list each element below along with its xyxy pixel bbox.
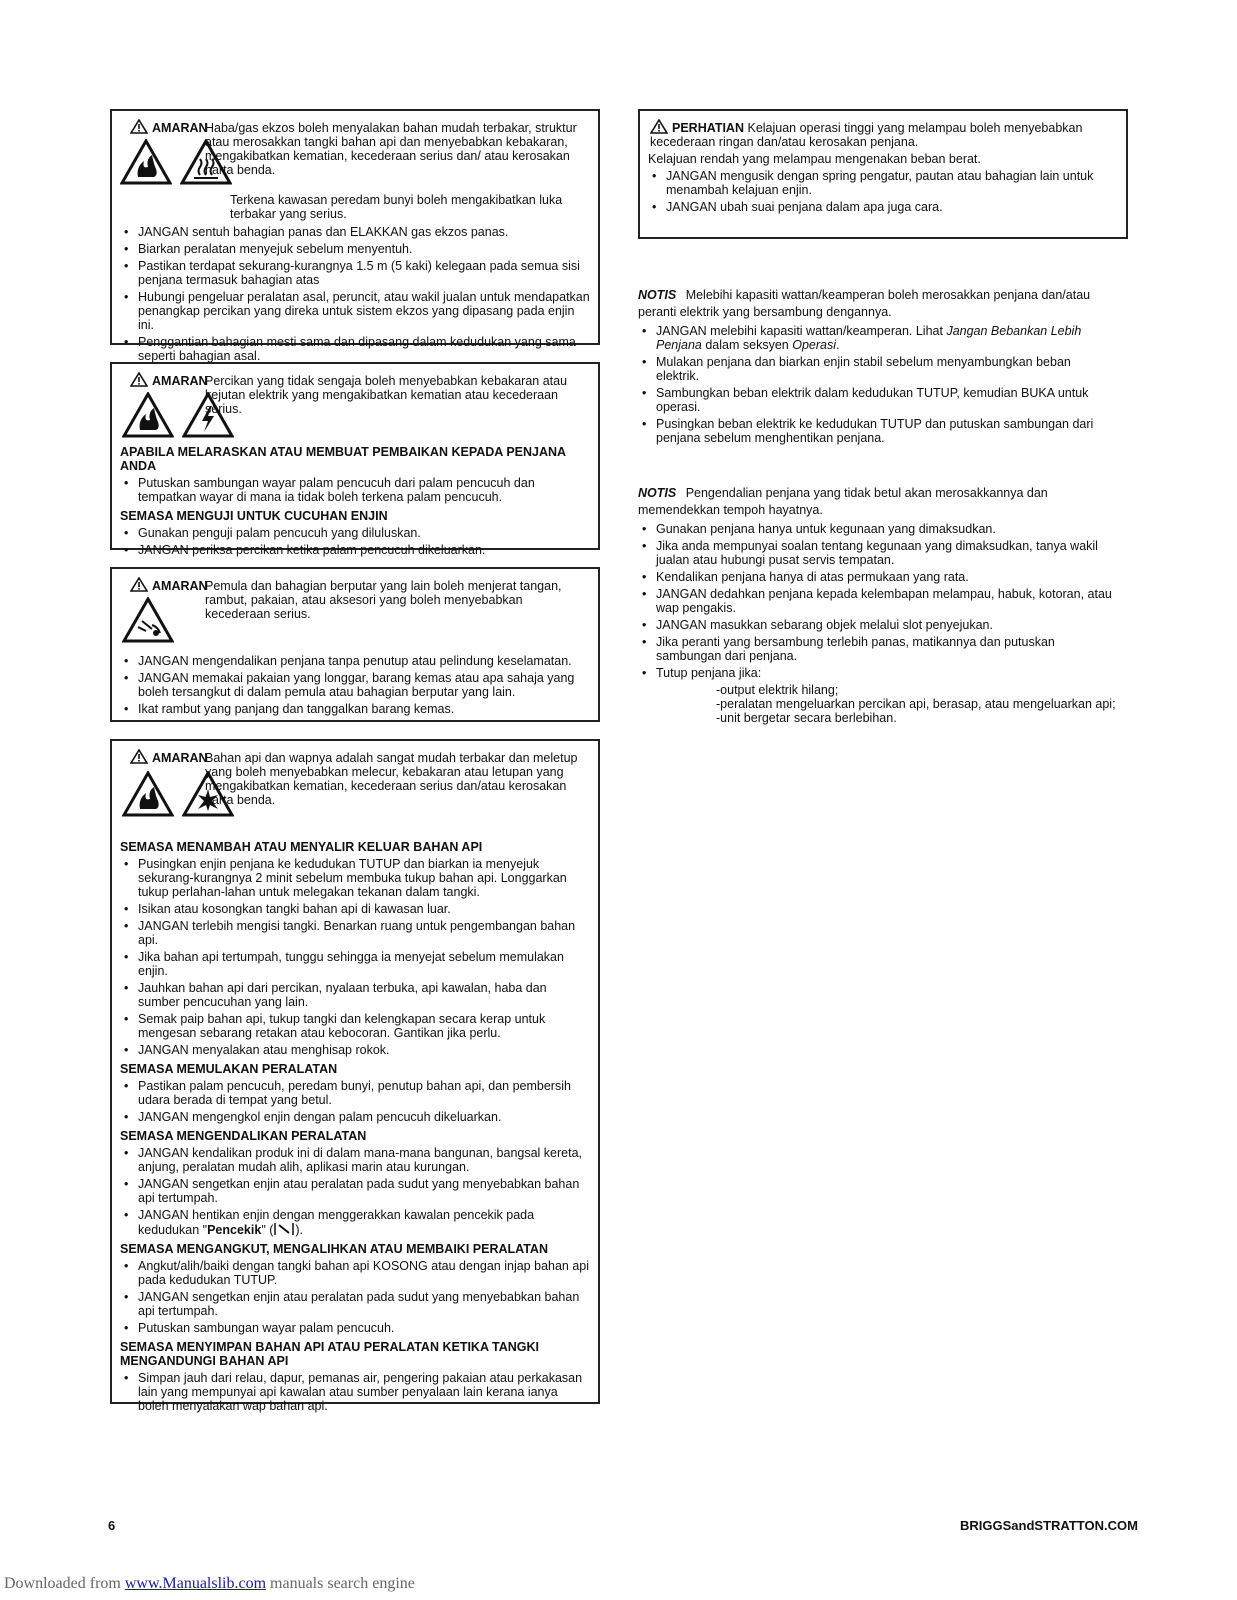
bullet-list xyxy=(120,476,590,504)
manualslib-link[interactable]: www.Manualslib.com xyxy=(124,1575,267,1592)
item-ref: Jangan Bebankan Lebih Penjana xyxy=(656,324,1082,352)
item-text: dalam seksyen xyxy=(705,338,789,352)
section-heading: APABILA MELARASKAN ATAU MEMBUAT PEMBAIKAN KEPADA PENJANA ANDA xyxy=(120,445,566,473)
list-item: • Gunakan penjana hanya untuk kegunaan yang dimaksudkan. xyxy=(638,522,1116,536)
bullet-list xyxy=(120,225,590,363)
fire-icon xyxy=(122,771,174,817)
list-item: • JANGAN ubah suai penjana dalam apa juga cara. xyxy=(648,200,1118,214)
list-item: • Mulakan penjana dan biarkan enjin stabil sebelum menyambungkan beban elektrik. xyxy=(638,355,1116,383)
list-item: • Putuskan sambungan wayar palam pencucuh dari palam pencucuh dan tempatkan wayar di mana ia tidak boleh terkena palam pencucuh. xyxy=(120,476,590,504)
intro-text: Kelajuan operasi tinggi yang melampau boleh menyebabkan kecederaan ringan dan/atau kerosakan penjana. xyxy=(650,121,1083,149)
download-prefix: Downloaded from xyxy=(4,1575,121,1592)
notice-label: NOTIS xyxy=(638,288,677,302)
list-item: • JANGAN sengetkan enjin atau peralatan pada sudut yang menyebabkan bahan api tertumpah. xyxy=(120,1290,590,1318)
list-item: • JANGAN periksa percikan ketika palam pencucuh dikeluarkan. xyxy=(120,543,590,557)
bullet-list xyxy=(648,169,1118,214)
list-item: • Ikat rambut yang panjang dan tanggalkan barang kemas. xyxy=(120,702,590,716)
list-item: • JANGAN sengetkan enjin atau peralatan pada sudut yang menyebabkan bahan api tertumpah. xyxy=(120,1177,590,1205)
bullet-list xyxy=(638,324,1116,445)
choke-symbol-icon xyxy=(273,1222,295,1236)
warning-intro-2: Terkena kawasan peredam bunyi boleh mengakibatkan luka terbakar yang serius. xyxy=(230,193,563,221)
caution-box xyxy=(638,109,1128,239)
bullet-list xyxy=(120,1371,590,1413)
choke-word: Pencekik xyxy=(207,1223,262,1237)
list-item: • JANGAN masukkan sebarang objek melalui slot penyejukan. xyxy=(638,618,1116,632)
sub-item: -output elektrik hilang; xyxy=(716,683,839,697)
signal-word: AMARAN xyxy=(152,579,208,593)
warning-triangle-icon xyxy=(130,119,148,134)
bullet-list xyxy=(120,654,590,716)
download-suffix: manuals search engine xyxy=(270,1575,415,1592)
list-item: • Pusingkan enjin penjana ke kedudukan TUTUP dan biarkan ia menyejuk sekurang-kurangnya 2 minit sebelum membuka tukup bahan api. Longgarkan tukup perlahan-lahan untuk melegakan tekanan dalam tangki. xyxy=(120,857,590,899)
list-item: • JANGAN mengengkol enjin dengan palam pencucuh dikeluarkan. xyxy=(120,1110,590,1124)
list-item: • Hubungi pengeluar peralatan asal, peruncit, atau wakil jualan untuk mendapatkan penangkap percikan yang direka untuk sistem ekzos yang dipasang pada enjin ini. xyxy=(120,290,590,332)
warning-box-fuel xyxy=(110,739,600,1413)
warning-intro xyxy=(205,121,580,177)
notice-intro xyxy=(638,287,1116,321)
list-item: • Jika peranti yang bersambung terlebih panas, matikannya dan putuskan sambungan dari penjana. xyxy=(638,635,1116,663)
warning-triangle-icon xyxy=(650,119,668,134)
intro-text: Haba/gas ekzos boleh menyalakan bahan mudah terbakar, struktur atau merosakkan tangki bahan api dan menyebabkan kebakaran, mengakibatkan kematian, kecederaan serius dan/ atau kerosakan harta benda. xyxy=(205,121,577,177)
signal-word: AMARAN xyxy=(152,751,208,765)
signal-word: PERHATIAN xyxy=(672,121,744,135)
intro-text: Melebihi kapasiti wattan/keamperan boleh merosakkan penjana dan/atau peranti elektrik yang bersambung dengannya. xyxy=(638,288,1091,319)
bullet-list xyxy=(120,857,590,1057)
warning-box-entanglement xyxy=(110,567,600,722)
list-item: • Sambungkan beban elektrik dalam kedudukan TUTUP, kemudian BUKA untuk operasi. xyxy=(638,386,1116,414)
signal-word: AMARAN xyxy=(152,374,208,388)
list-item: • Pastikan palam pencucuh, peredam bunyi, penutup bahan api, dan pembersih udara berada di tempat yang betul. xyxy=(120,1079,590,1107)
section-heading: SEMASA MENYIMPAN BAHAN API ATAU PERALATAN KETIKA TANGKI MENGANDUNGI BAHAN API xyxy=(120,1340,539,1368)
list-item: • JANGAN memakai pakaian yang longgar, barang kemas atau apa sahaja yang boleh tersangkut di dalam pemula atau bahagian berputar yang lain. xyxy=(120,671,590,699)
list-item: • Tutup penjana jika: xyxy=(638,666,1116,680)
list-item: • JANGAN mengusik dengan spring pengatur, pautan atau bahagian lain untuk menambah kelajuan enjin. xyxy=(648,169,1118,197)
list-item: • Jika bahan api tertumpah, tunggu sehingga ia menyejat sebelum memulakan enjin. xyxy=(120,950,590,978)
intro-text: Pengendalian penjana yang tidak betul akan merosakkannya dan memendekkan tempoh hayatnya. xyxy=(638,486,1048,517)
warning-intro: Pemula dan bahagian berputar yang lain boleh menjerat tangan, rambut, pakaian, atau aksesori yang boleh menyebabkan kecederaan serius. xyxy=(205,579,562,621)
page-number: 6 xyxy=(108,1518,116,1533)
list-item: • JANGAN dedahkan penjana kepada kelembapan melampau, habuk, kotoran, atau wap pengakis. xyxy=(638,587,1116,615)
fire-icon xyxy=(120,139,172,185)
list-item: • JANGAN terlebih mengisi tangki. Benarkan ruang untuk pengembangan bahan api. xyxy=(120,919,590,947)
website-footer: BRIGGSandSTRATTON.COM xyxy=(960,1518,1138,1533)
list-item: • JANGAN mengendalikan penjana tanpa penutup atau pelindung keselamatan. xyxy=(120,654,590,668)
list-item: • Angkut/alih/baiki dengan tangki bahan api KOSONG atau dengan injap bahan api pada kedudukan TUTUP. xyxy=(120,1259,590,1287)
item-text: JANGAN melebihi kapasiti wattan/keamperan. Lihat xyxy=(656,324,943,338)
list-item: • Jauhkan bahan api dari percikan, nyalaan terbuka, api kawalan, haba dan sumber pencucuhan yang lain. xyxy=(120,981,590,1009)
warning-triangle-icon xyxy=(130,749,148,764)
fire-icon xyxy=(122,392,174,438)
bullet-list xyxy=(120,1079,590,1124)
warning-icons xyxy=(122,597,174,643)
list-item: • JANGAN sentuh bahagian panas dan ELAKKAN gas ekzos panas. xyxy=(120,225,590,239)
signal-word: AMARAN xyxy=(152,121,208,135)
section-heading: SEMASA MENGANGKUT, MENGALIHKAN ATAU MEMBAIKI PERALATAN xyxy=(120,1242,548,1256)
bullet-list xyxy=(638,522,1116,680)
list-item: • Pusingkan beban elektrik ke kedudukan TUTUP dan putuskan sambungan dari penjana sebelum menghentikan penjana. xyxy=(638,417,1116,445)
right-column xyxy=(638,109,1128,725)
notice-block-2 xyxy=(638,485,1116,725)
item-section: Operasi xyxy=(792,338,836,352)
bullet-list xyxy=(120,526,590,557)
section-heading: SEMASA MENAMBAH ATAU MENYALIR KELUAR BAHAN API xyxy=(120,840,483,854)
list-item: • JANGAN kendalikan produk ini di dalam mana-mana bangunan, bangsal kereta, anjung, peralatan mudah alih, aplikasi marin atau kurungan. xyxy=(120,1146,590,1174)
list-item: • Isikan atau kosongkan tangki bahan api di kawasan luar. xyxy=(120,902,590,916)
section-heading: SEMASA MEMULAKAN PERALATAN xyxy=(120,1062,338,1076)
list-item: • Semak paip bahan api, tukup tangki dan kelengkapan secara kerap untuk mengesan sebarang retakan atau kebocoran. Gantikan jika perlu. xyxy=(120,1012,590,1040)
list-item: • Pastikan terdapat sekurang-kurangnya 1.5 m (5 kaki) kelegaan pada semua sisi penjana termasuk bahagian atas xyxy=(120,259,590,287)
left-column xyxy=(110,109,600,1421)
warning-box-spark xyxy=(110,362,600,557)
notice-intro xyxy=(638,485,1116,519)
warning-triangle-icon xyxy=(130,577,148,592)
list-item: • Gunakan penguji palam pencucuh yang diluluskan. xyxy=(120,526,590,540)
list-item-choke: • JANGAN hentikan enjin dengan menggerakkan kawalan pencekik pada kedudukan "Pencekik" ( ). xyxy=(120,1208,590,1237)
list-item: • Simpan jauh dari relau, dapur, pemanas air, pengering pakaian atau perkakasan lain yang mempunyai api kawalan atau sumber penyalaan lain kerana ianya boleh menyalakan wap bahan api. xyxy=(120,1371,590,1413)
list-item: • Biarkan peralatan menyejuk sebelum menyentuh. xyxy=(120,242,590,256)
warning-intro: Bahan api dan wapnya adalah sangat mudah terbakar dan meletup yang boleh menyebabkan melecur, kebakaran atau letupan yang mengakibatkan kematian, kecederaan serius dan/atau kerosakan harta benda. xyxy=(205,751,578,807)
list-item: • Putuskan sambungan wayar palam pencucuh. xyxy=(120,1321,590,1335)
list-item: • Kendalikan penjana hanya di atas permukaan yang rata. xyxy=(638,570,1116,584)
bullet-list xyxy=(120,1146,590,1237)
bullet-list xyxy=(120,1259,590,1335)
list-item: • JANGAN melebihi kapasiti wattan/keamperan. Lihat Jangan Bebankan Lebih Penjana dalam seksyen Operasi. xyxy=(638,324,1116,352)
choke-text: JANGAN hentikan enjin dengan menggerakkan kawalan pencekik pada kedudukan xyxy=(138,1208,535,1237)
list-item: • Penggantian bahagian mesti sama dan dipasang dalam kedudukan yang sama seperti bahagian asal. xyxy=(120,335,590,363)
warning-triangle-icon xyxy=(130,372,148,387)
warning-box-exhaust xyxy=(110,109,600,363)
download-banner xyxy=(4,1577,415,1591)
list-item: • Jika anda mempunyai soalan tentang kegunaan yang dimaksudkan, tanya wakil jualan atau hubungi pusat servis tempatan. xyxy=(638,539,1116,567)
notice-block-1 xyxy=(638,287,1116,445)
list-item: • JANGAN menyalakan atau menghisap rokok. xyxy=(120,1043,590,1057)
warning-intro: Percikan yang tidak sengaja boleh menyebabkan kebakaran atau kejutan elektrik yang mengakibatkan kematian atau kecederaan serius. xyxy=(205,374,568,416)
notice-label: NOTIS xyxy=(638,486,677,500)
sub-item: -peralatan mengeluarkan percikan api, berasap, atau mengeluarkan api; xyxy=(716,697,1116,711)
sub-item: -unit bergetar secara berlebihan. xyxy=(716,711,897,725)
entanglement-icon xyxy=(122,597,174,643)
section-heading: SEMASA MENGENDALIKAN PERALATAN xyxy=(120,1129,367,1143)
caution-intro xyxy=(648,119,1118,149)
section-heading: SEMASA MENGUJI UNTUK CUCUHAN ENJIN xyxy=(120,509,388,523)
caution-intro-2: Kelajuan rendah yang melampau mengenakan beban berat. xyxy=(648,152,981,166)
